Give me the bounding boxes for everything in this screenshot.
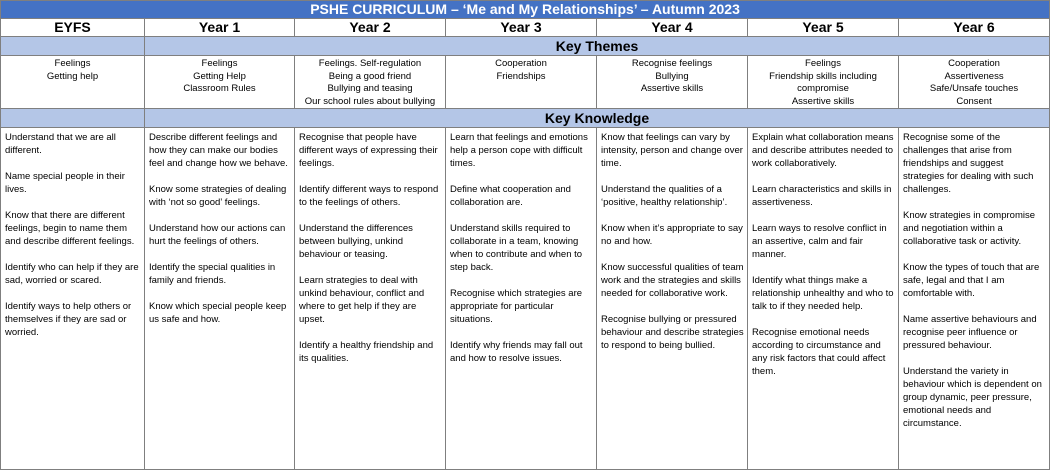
knowledge-item: Name special people in their lives. [5, 171, 125, 196]
theme-item: Classroom Rules [183, 83, 256, 95]
knowledge-cell-year-2 [295, 128, 446, 470]
themes-cell-year-2 [295, 56, 446, 109]
knowledge-item: Identify why friends may fall out and how to resolve issues. [450, 340, 583, 365]
knowledge-cell-year-3 [446, 128, 597, 470]
knowledge-cell-year-4 [597, 128, 748, 470]
theme-item: Feelings. Self-regulation [318, 58, 422, 69]
year-header-row [1, 19, 1050, 37]
theme-item: Getting Help [193, 70, 246, 82]
knowledge-item: Know which special people keep us safe and how. [149, 301, 287, 326]
knowledge-item: Learn that feelings and emotions help a person cope with difficult times. [450, 132, 588, 170]
knowledge-item: Know when it’s appropriate to say no and how. [601, 223, 743, 248]
theme-item: Friendship skills including [769, 70, 877, 82]
knowledge-item: Identify ways to help others or themselves if they are sad or worried. [5, 301, 132, 339]
knowledge-item: Learn characteristics and skills in assertiveness. [752, 184, 892, 209]
knowledge-item: Understand that we are all different. [5, 132, 116, 157]
knowledge-item: Name assertive behaviours and recognise peer influence or pressured behaviour. [903, 314, 1037, 352]
year-header-year-6: Year 6 [899, 19, 1050, 37]
knowledge-item: Know strategies in compromise and negotiation within a collaborative task or activity. [903, 210, 1035, 248]
knowledge-item: Know some strategies of dealing with ‘not so good’ feelings. [149, 184, 287, 209]
theme-item: Bullying [655, 70, 689, 82]
year-header-eyfs: EYFS [1, 19, 145, 37]
themes-row [1, 56, 1050, 109]
theme-item: Friendships [496, 70, 546, 82]
knowledge-item: Know that there are different feelings, begin to name them and describe different feelings. [5, 210, 135, 248]
knowledge-item: Learn ways to resolve conflict in an assertive, calm and fair manner. [752, 223, 887, 261]
knowledge-item: Understand the qualities of a ‘positive, healthy relationship’. [601, 184, 728, 209]
key-themes-heading: Key Themes [145, 37, 1050, 56]
knowledge-item: Know that feelings can vary by intensity, person and change over time. [601, 132, 743, 170]
theme-item: Assertiveness [944, 70, 1004, 82]
theme-item: Getting help [46, 70, 99, 82]
knowledge-item: Recognise bullying or pressured behaviour and describe strategies to respond to being bullied. [601, 314, 744, 352]
knowledge-item: Identify who can help if they are sad, worried or scared. [5, 262, 139, 287]
key-themes-blank-cell [1, 37, 145, 56]
theme-item: Consent [956, 95, 992, 107]
knowledge-cell-year-6 [899, 128, 1050, 470]
themes-cell-year-4 [597, 56, 748, 109]
theme-item: compromise [797, 83, 849, 95]
knowledge-item: Learn strategies to deal with unkind behaviour, conflict and where to get help if they are upset. [299, 275, 425, 326]
theme-item: Assertive skills [791, 95, 855, 107]
key-knowledge-band [1, 109, 1050, 128]
knowledge-cell-year-1 [145, 128, 295, 470]
knowledge-item: Define what cooperation and collaboration are. [450, 184, 571, 209]
knowledge-item: Recognise some of the challenges that arise from friendships and suggest strategies for dealing with such challenges. [903, 132, 1034, 196]
themes-cell-year-5 [748, 56, 899, 109]
knowledge-item: Recognise emotional needs according to circumstance and any risk factors that could affect them. [752, 327, 886, 378]
theme-item: Feelings [54, 58, 91, 69]
theme-item: Cooperation [495, 58, 547, 69]
knowledge-item: Recognise that people have different ways of expressing their feelings. [299, 132, 438, 170]
theme-item: Feelings [201, 58, 238, 69]
year-header-year-5: Year 5 [748, 19, 899, 37]
knowledge-item: Identify a healthy friendship and its qualities. [299, 340, 434, 365]
theme-item: Assertive skills [640, 83, 704, 95]
key-knowledge-blank-cell [1, 109, 145, 128]
themes-cell-year-3 [446, 56, 597, 109]
knowledge-item: Understand skills required to collaborate in a team, knowing when to contribute and when to step back. [450, 223, 583, 274]
knowledge-item: Describe different feelings and how they can make our bodies feel and change how we behave. [149, 132, 288, 170]
theme-item: Cooperation [948, 58, 1000, 69]
knowledge-item: Understand how our actions can hurt the feelings of others. [149, 223, 286, 248]
knowledge-item: Identify different ways to respond to the feelings of others. [299, 184, 439, 209]
knowledge-row [1, 128, 1050, 470]
themes-cell-eyfs [1, 56, 145, 109]
knowledge-item: Know the types of touch that are safe, legal and that I am comfortable with. [903, 262, 1040, 300]
theme-item: Recognise feelings [631, 58, 713, 69]
year-header-year-4: Year 4 [597, 19, 748, 37]
theme-item: Safe/Unsafe touches [929, 83, 1019, 95]
key-themes-band [1, 37, 1050, 56]
themes-cell-year-6 [899, 56, 1050, 109]
year-header-year-2: Year 2 [295, 19, 446, 37]
page-title: PSHE CURRICULUM – ‘Me and My Relationships’ – Autumn 2023 [1, 1, 1050, 19]
knowledge-item: Explain what collaboration means and describe attributes needed to work collaboratively. [752, 132, 894, 170]
key-knowledge-heading: Key Knowledge [145, 109, 1050, 128]
theme-item: Bullying and teasing [327, 83, 413, 95]
themes-cell-year-1 [145, 56, 295, 109]
knowledge-cell-eyfs [1, 128, 145, 470]
year-header-year-3: Year 3 [446, 19, 597, 37]
knowledge-item: Understand the differences between bullying, unkind behaviour or teasing. [299, 223, 413, 261]
knowledge-item: Identify the special qualities in family and friends. [149, 262, 276, 287]
knowledge-cell-year-5 [748, 128, 899, 470]
knowledge-item: Know successful qualities of team work and the strategies and skills needed for collaborative work. [601, 262, 744, 300]
knowledge-item: Identify what things make a relationship unhealthy and who to talk to if they needed help. [752, 275, 894, 313]
year-header-year-1: Year 1 [145, 19, 295, 37]
knowledge-item: Understand the variety in behaviour which is dependent on group dynamic, peer pressure, emotional needs and circumstance. [903, 366, 1042, 430]
theme-item: Being a good friend [328, 70, 412, 82]
knowledge-item: Recognise which strategies are appropriate for particular situations. [450, 288, 583, 326]
theme-item: Feelings [805, 58, 841, 69]
theme-item: Our school rules about bullying [304, 95, 436, 107]
